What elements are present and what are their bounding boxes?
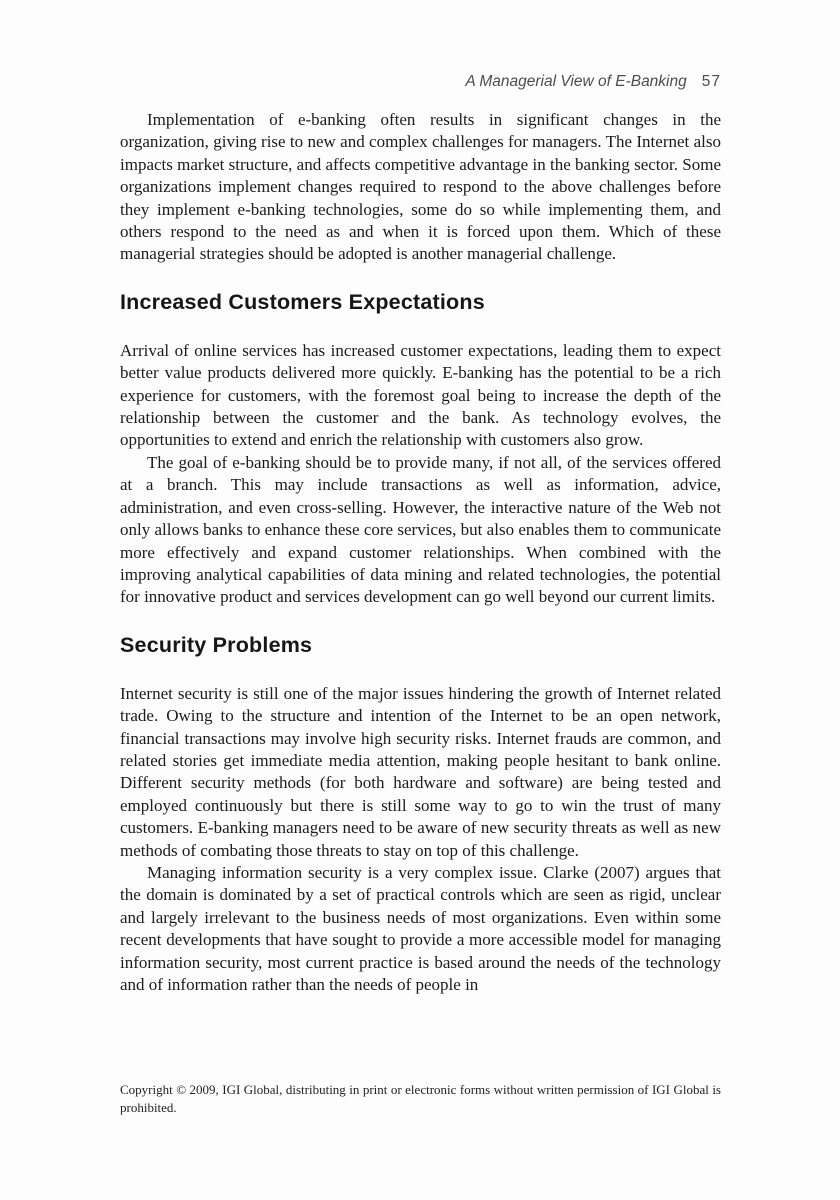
copyright-footer: Copyright © 2009, IGI Global, distributing in print or electronic forms without written permission of IGI Global is prohibited. — [120, 1082, 721, 1115]
section1-paragraph-2: The goal of e-banking should be to provide many, if not all, of the services offered at a branch. This may include transactions as well as information, advice, administration, and even cross-selling. However, the interactive nature of the Web not only allows banks to enhance these core services, but also enables them to communicate more effectively and expand customer relationships. When combined with the improving analytical capabilities of data mining and related technologies, the potential for innovative product and services development can go well beyond our current limits. — [120, 452, 721, 607]
running-head — [465, 73, 721, 91]
section2-paragraph-2: Managing information security is a very complex issue. Clarke (2007) argues that the domain is dominated by a set of practical controls which are seen as rigid, unclear and largely irrelevant to the business needs of most organizations. Even within some recent developments that have sought to provide a more accessible model for managing information security, most current practice is based around the needs of the technology and of information rather than the needs of people in — [120, 862, 721, 994]
page-body — [120, 109, 721, 996]
section2-paragraph-1: Internet security is still one of the major issues hindering the growth of Internet related trade. Owing to the structure and intention of the Internet to be an open network, financial transactions may involve high security risks. Internet frauds are common, and related stories get immediate media attention, making people hesitant to bank online. Different security methods (for both hardware and software) are being tested and employed continuously but there is still some way to go to win the trust of many customers. E-banking managers need to be aware of new security threats as well as new methods of combating those threats to stay on top of this challenge. — [120, 683, 721, 860]
section-heading-security-problems: Security Problems — [120, 632, 313, 657]
intro-paragraph: Implementation of e-banking often results in significant changes in the organization, giving rise to new and complex challenges for managers. The Internet also impacts market structure, and affects competitive advantage in the banking sector. Some organizations implement changes required to respond to the above challenges before they implement e-banking technologies, some do so while implementing them, and others respond to the need as and when it is forced upon them. Which of these managerial strategies should be adopted is another managerial challenge. — [120, 110, 721, 264]
section1-paragraph-1: Arrival of online services has increased customer expectations, leading them to expect better value products delivered more quickly. E-banking has the potential to be a rich experience for customers, with the foremost goal being to increase the depth of the relationship between the customer and the bank. As technology evolves, the opportunities to extend and enrich the relationship with customers also grow. — [120, 340, 721, 450]
running-head-title: A Managerial View of E-Banking — [465, 73, 687, 90]
section-heading-increased-customers-expectations: Increased Customers Expectations — [120, 289, 485, 314]
page-number: 57 — [701, 73, 721, 90]
